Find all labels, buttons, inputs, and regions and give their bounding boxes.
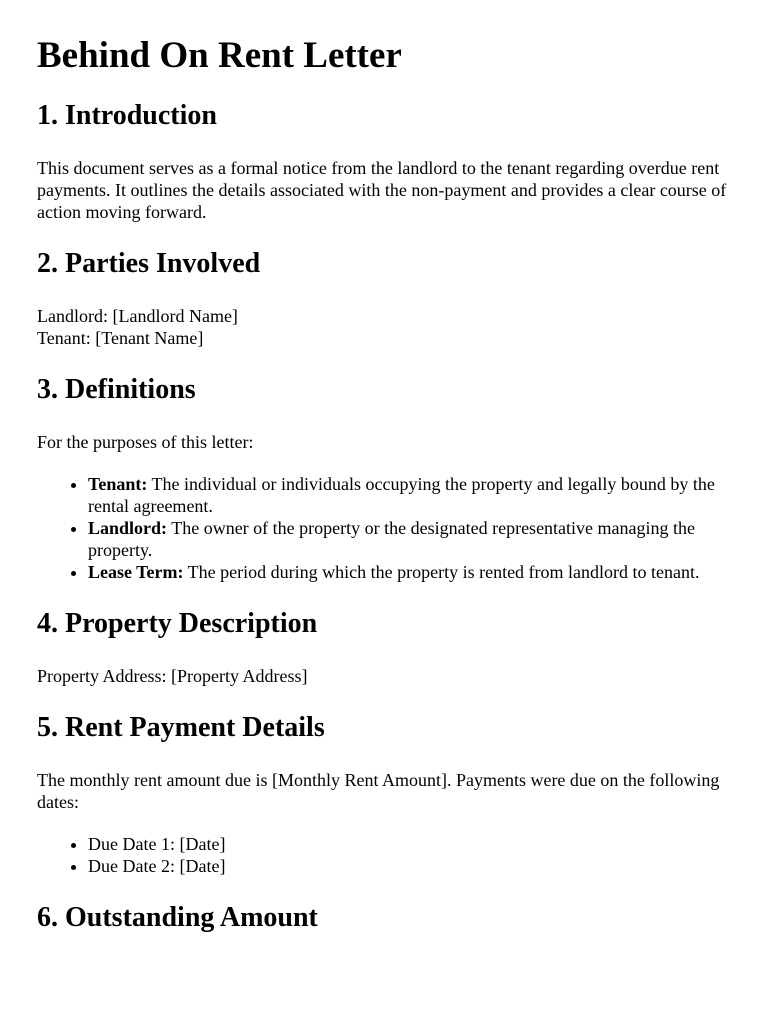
definition-term: Landlord: bbox=[88, 518, 168, 538]
definition-text: The owner of the property or the designated representative managing the property. bbox=[88, 518, 696, 560]
section-heading-rent: 5. Rent Payment Details bbox=[37, 712, 325, 743]
section-heading-property: 4. Property Description bbox=[37, 608, 318, 639]
section-heading-introduction: 1. Introduction bbox=[37, 100, 217, 131]
section-heading-outstanding: 6. Outstanding Amount bbox=[37, 902, 318, 933]
due-dates-list bbox=[37, 833, 734, 877]
definitions-intro: For the purposes of this letter: bbox=[37, 432, 254, 452]
rent-paragraph: The monthly rent amount due is [Monthly Rent Amount]. Payments were due on the following dates: bbox=[37, 770, 720, 812]
definition-item-lease-term bbox=[88, 561, 734, 583]
definition-term: Tenant: bbox=[88, 474, 148, 494]
due-date-item: • Due Date 1: [Date] bbox=[88, 833, 734, 855]
property-address-line: Property Address: [Property Address] bbox=[37, 666, 308, 686]
document-title: Behind On Rent Letter bbox=[37, 35, 402, 76]
due-date-item: • Due Date 2: [Date] bbox=[88, 855, 734, 877]
definition-item-landlord bbox=[88, 517, 734, 561]
tenant-line: Tenant: [Tenant Name] bbox=[37, 328, 204, 348]
definition-text: The period during which the property is rented from landlord to tenant. bbox=[183, 562, 700, 582]
definitions-list bbox=[37, 473, 734, 583]
definition-item-tenant bbox=[88, 473, 734, 517]
section-heading-definitions: 3. Definitions bbox=[37, 374, 196, 405]
definition-text: The individual or individuals occupying the property and legally bound by the rental agreement. bbox=[88, 474, 715, 516]
definition-term: Lease Term: bbox=[88, 562, 184, 582]
section-heading-parties: 2. Parties Involved bbox=[37, 248, 261, 279]
introduction-paragraph: This document serves as a formal notice from the landlord to the tenant regarding overdue rent payments. It outlines the details associated with the non-payment and provides a clear course of action moving forward. bbox=[37, 158, 727, 222]
landlord-line: Landlord: [Landlord Name] bbox=[37, 306, 238, 326]
